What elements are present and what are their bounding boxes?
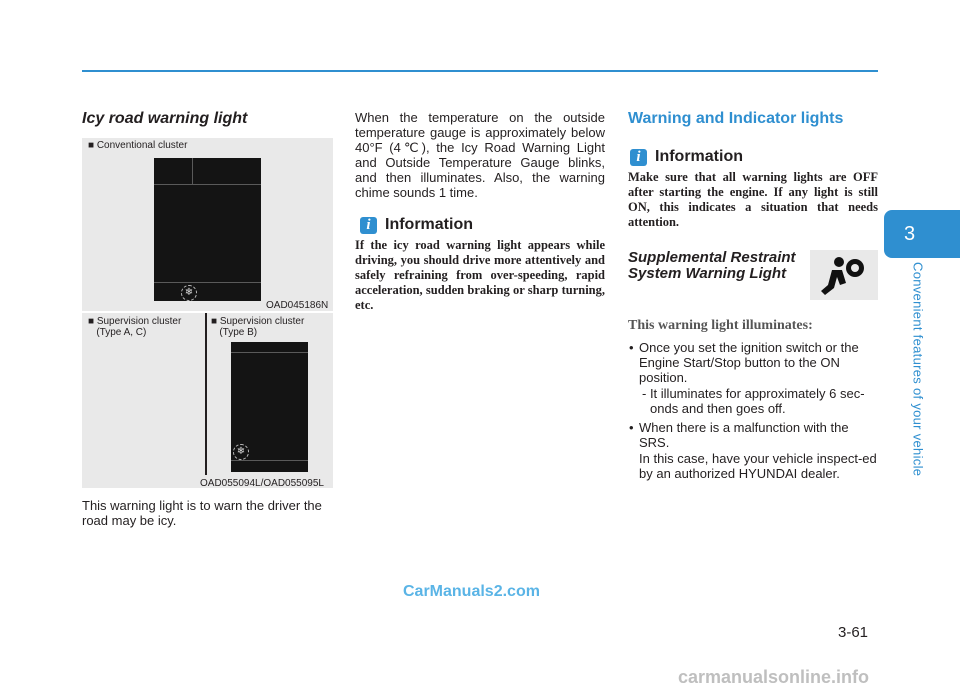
page-number: 3-61 xyxy=(838,624,869,641)
fig2-caption-b: ■ Supervision cluster (Type B) xyxy=(211,316,305,338)
information-icon: i xyxy=(360,217,377,234)
icy-road-temperature-text: When the temperature on the outside temperature gauge is approximately below 40°F (4℃), the Icy Road Warning Light and Outside Temperature Gauge blinks, and then illuminates. Also, the warning chime sounds 1 time. xyxy=(355,110,605,200)
srs-heading: Supplemental Restraint System Warning Light xyxy=(628,249,796,282)
chapter-title-text: Convenient features of your vehicle xyxy=(910,262,926,477)
icy-road-heading: Icy road warning light xyxy=(82,110,248,127)
illumination-conditions xyxy=(628,340,878,483)
icy-road-description: This warning light is to warn the driver the road may be icy. xyxy=(82,498,322,528)
list-item xyxy=(628,340,878,385)
sub-item: In this case, have your vehicle inspect-ed by an authorized HYUNDAI dealer. xyxy=(639,451,877,481)
fig1-code: OAD045186N xyxy=(266,300,329,311)
info-text-right: Make sure that all warning lights are OFF after starting the engine. If any light is still ON, this indicates a situation that needs attention. xyxy=(628,170,878,229)
sub-item: - It illuminates for approximately 6 sec-onds and then goes off. xyxy=(642,386,865,416)
chapter-tab: 3 xyxy=(884,210,960,258)
cluster-screen-b xyxy=(231,342,308,472)
snowflake-icon: ❄ xyxy=(233,444,249,460)
watermark-link[interactable]: CarManuals2.com xyxy=(403,583,540,600)
watermark-footer: carmanualsonline.info xyxy=(678,667,870,687)
info-title: Information xyxy=(385,216,473,233)
info-heading-middle xyxy=(360,216,473,234)
fig2-code: OAD055094L/OAD055095L xyxy=(200,478,324,489)
supervision-cluster-figure xyxy=(82,313,333,488)
snowflake-icon: ❄ xyxy=(181,285,197,301)
info-text-middle: If the icy road warning light appears while driving, you should drive more attentively and safely refraining from over-speeding, rapid acceleration, sudden braking or sharp turning, etc. xyxy=(355,238,605,312)
cluster-screen xyxy=(154,158,261,301)
info-heading-right xyxy=(630,148,743,166)
bullet-glyph: • xyxy=(629,420,634,435)
fig2-caption-a: ■ Supervision cluster (Type A, C) xyxy=(88,316,182,338)
conventional-cluster-figure xyxy=(82,138,333,311)
header-rule xyxy=(82,70,878,72)
list-item xyxy=(628,420,878,450)
bullet-glyph: • xyxy=(629,340,634,355)
fig1-caption: ■ Conventional cluster xyxy=(88,140,188,151)
information-icon: i xyxy=(630,149,647,166)
figure-divider xyxy=(205,313,207,475)
bullet-text: When there is a malfunction with the SRS. xyxy=(639,420,849,450)
info-title: Information xyxy=(655,148,743,165)
warning-indicator-heading: Warning and Indicator lights xyxy=(628,110,844,127)
airbag-warning-icon xyxy=(810,250,878,300)
illuminates-heading: This warning light illuminates: xyxy=(628,318,813,333)
chapter-title xyxy=(907,262,929,492)
bullet-text: Once you set the ignition switch or the Engine Start/Stop button to the ON position. xyxy=(639,340,859,385)
